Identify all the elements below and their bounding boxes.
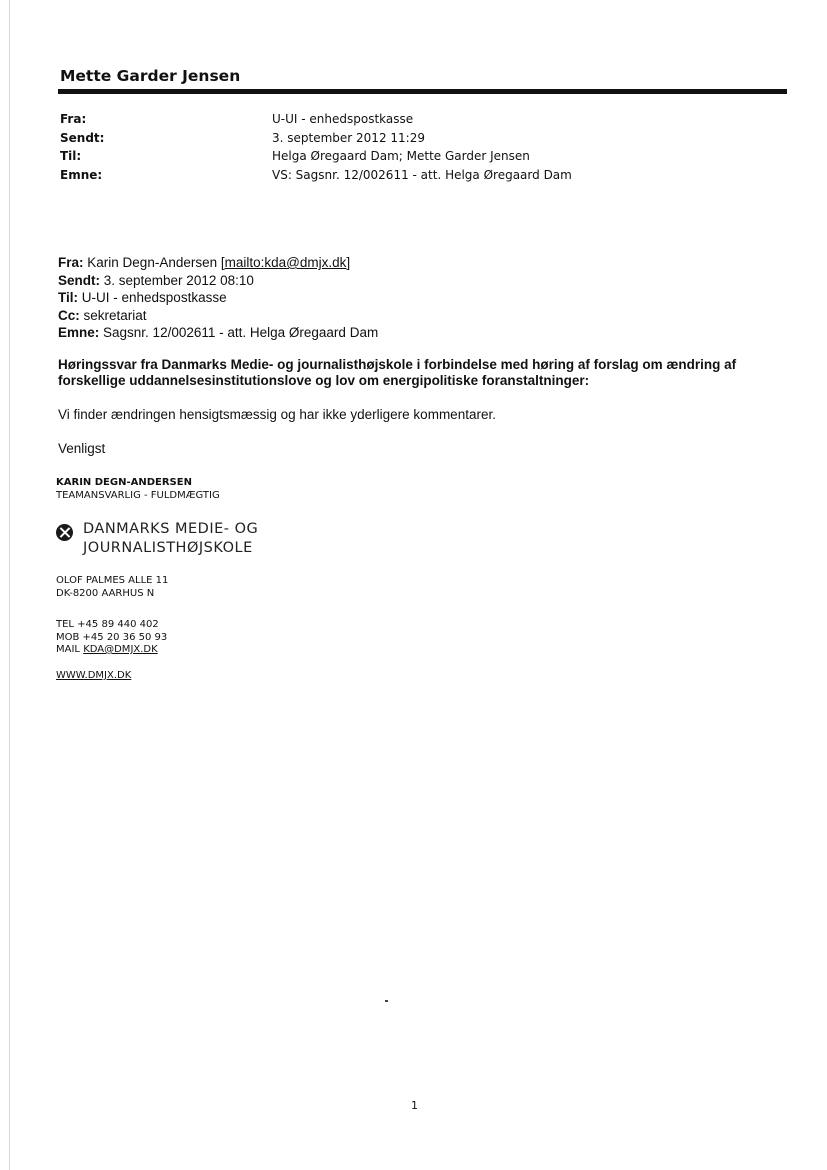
body-heading-line: forskellige uddannelsesinstitutionslove og lov om energipolitiske foranstaltninger: (58, 373, 590, 388)
mailbox-owner: Mette Garder Jensen (60, 67, 241, 85)
fwd-cc-label: Cc: (58, 307, 80, 323)
mail-label: MAIL (56, 644, 80, 655)
mail-link[interactable]: KDA@DMJX.DK (83, 644, 158, 655)
contact-tel: TEL +45 89 440 402 (56, 619, 159, 630)
header-value: VS: Sagsnr. 12/002611 - att. Helga Øregaard Dam (272, 167, 572, 182)
fwd-subject-line (58, 324, 798, 342)
fwd-subject-value: Sagsnr. 12/002611 - att. Helga Øregaard Dam (103, 325, 379, 340)
fwd-to-label: Til: (58, 290, 78, 305)
page-number: 1 (411, 1099, 418, 1112)
email-header (60, 110, 780, 184)
fwd-mailto-link[interactable]: [mailto:kda@dmjx.dk] (220, 255, 351, 270)
header-value: Helga Øregaard Dam; Mette Garder Jensen (272, 149, 530, 164)
header-row-to (60, 147, 780, 166)
signature-title: TEAMANSVARLIG - FULDMÆGTIG (56, 489, 220, 501)
address-line: OLOF PALMES ALLE 11 (56, 575, 169, 586)
fwd-sent-line (58, 272, 798, 290)
header-row-from (60, 110, 780, 129)
signature-name: KARIN DEGN-ANDERSEN (56, 477, 192, 488)
header-key: Sendt: (60, 130, 105, 145)
forwarded-header (58, 254, 798, 342)
contact-mob: MOB +45 20 36 50 93 (56, 631, 168, 643)
dmjx-logo (56, 520, 356, 560)
fwd-cc-value: sekretariat (83, 307, 147, 323)
fwd-subject-label: Emne: (58, 325, 100, 340)
fwd-sent-value: 3. september 2012 08:10 (103, 272, 254, 288)
logo-line: DANMARKS MEDIE- OG (83, 521, 259, 537)
contact-info (56, 619, 167, 657)
fwd-to-value: U-UI - enhedspostkasse (81, 290, 227, 305)
scan-margin-line (9, 0, 10, 1170)
header-value: 3. september 2012 11:29 (272, 130, 425, 145)
address (56, 575, 168, 600)
header-key: Fra: (60, 112, 87, 127)
fwd-from-line (58, 254, 798, 272)
header-row-sent (60, 129, 780, 148)
fwd-to-line (58, 289, 798, 307)
header-key: Til: (60, 149, 82, 164)
scan-speck (385, 1000, 388, 1002)
closing: Venligst (58, 441, 106, 456)
signature-block (56, 477, 456, 502)
header-row-subject (60, 166, 780, 185)
logo-line: JOURNALISTHØJSKOLE (83, 540, 253, 556)
body-heading-line: Høringssvar fra Danmarks Medie- og journalisthøjskole i forbindelse med høring af forslag om ændring af (58, 357, 737, 372)
fwd-sent-label: Sendt: (58, 272, 100, 288)
address-line: DK-8200 AARHUS N (56, 587, 155, 599)
fwd-cc-line (58, 307, 798, 325)
logo-text (83, 520, 258, 558)
dmjx-logo-icon (56, 524, 73, 541)
header-key: Emne: (60, 167, 103, 182)
website-link[interactable]: WWW.DMJX.DK (56, 670, 132, 681)
website (56, 670, 131, 681)
body-heading (58, 357, 788, 389)
header-value: U-UI - enhedspostkasse (272, 112, 414, 127)
fwd-from-value: Karin Degn-Andersen (87, 255, 218, 270)
body-paragraph: Vi finder ændringen hensigtsmæssig og har ikke yderligere kommentarer. (58, 407, 496, 422)
fwd-from-label: Fra: (58, 255, 84, 270)
contact-mail (56, 644, 167, 657)
header-rule (58, 89, 787, 94)
